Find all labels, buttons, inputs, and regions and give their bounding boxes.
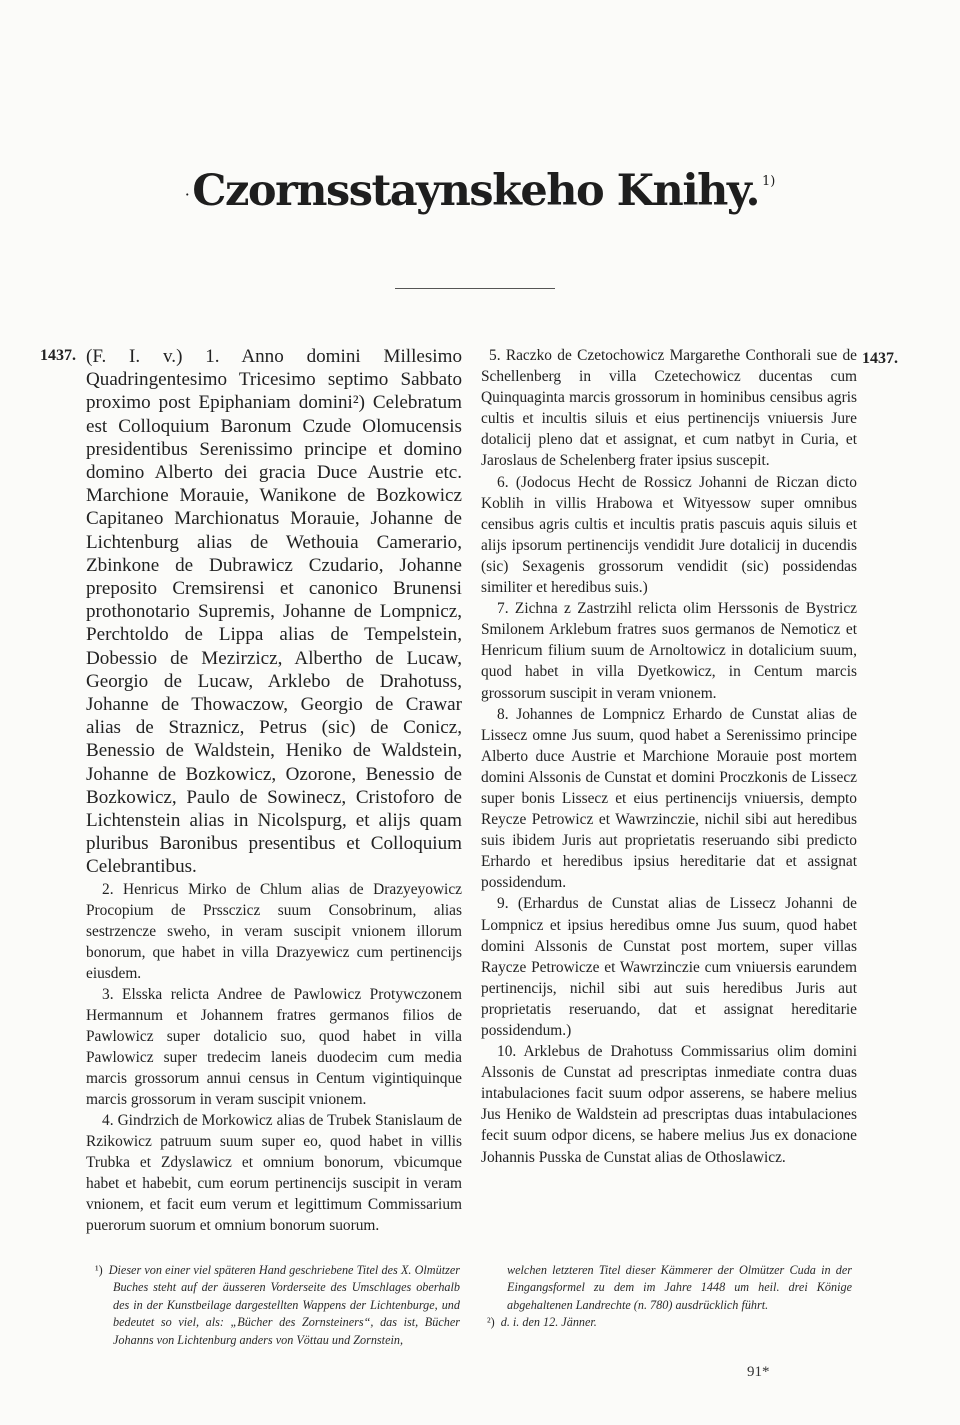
entry-5: 5. Raczko de Czetochowicz Margarethe Conthorali sue de Schellenberg in villa Czetechowicz ducentas cum Quinquaginta marcis grossorum in hominibus censibus agris cultis et incultis siluis et eius pertinencijs vniuersis Jure dotalicij pleno dat et assignat, et cum natbyt in Curia, et Jaroslaus de Schelenberg frater ipsius suscepit. (481, 347, 857, 470)
title-footnote-mark: 1) (761, 174, 776, 189)
page-number: 91* (747, 1364, 770, 1380)
footnote-2-mark: ²) (487, 1315, 495, 1330)
year-right: 1437. (862, 350, 898, 367)
left-column (86, 345, 462, 1236)
entry-6: 6. (Jodocus Hecht de Rossicz Johanni de Riczan dicto Koblih in villis Hrabowa et Wityessow super omnibus censibus agris cultis et incultis pratis pascuis aquis siluis et alijs ipsorum pertinencijs vendidit Jure dotalicij in ducendis (sic) Sexagenis grossorum vendidit (sic) possidendas similiter et heredibus suis.) (481, 473, 857, 597)
entry-3: 3. Elsska relicta Andree de Pawlowicz Protywczonem Hermannum et Johannem fratres germanos filios de Pawlowicz super dotalicio suo, quod habet in villa Pawlowicz super tredecim laneis duodecim cum media marcis grossorum annui census in Centum vigintiquinque marcis grossorum in veram suscipit vnionem. (86, 985, 462, 1108)
footnote-1-text: Dieser von einer viel späteren Hand geschriebene Titel des X. Olmützer Buches steht auf der äusseren Vorderseite des Umschlages oberhalb des in der Kunstbeilage dargestellten Wappens der Lichtenburge, und bedeutet so viel, als: „Bücher des Zornsteiners“, das ist, Bücher Johanns von Lichtenburg anders von Vöttau und Zornstein, (108, 1263, 460, 1347)
right-column (481, 345, 857, 1168)
entry-9: 9. (Erhardus de Cunstat alias de Lissecz Johanni de Lompnicz et ipsius heredibus omne Jus suum, quod habet domini Alssonis de Cunstat post mortem, super villas Raycze Petrowicze et Wawrzinczie cum vniuersis earundem pertinencijs, nichil sibi aut suis heredibus Juris aut proprietatis reseruando, dat et assignat hereditarie possidendum.) (481, 895, 857, 1039)
title-divider (395, 288, 555, 289)
title-dot: · (184, 184, 189, 204)
footnote-1-continuation: welchen letzteren Titel dieser Kämmerer der Olmützer Cuda in der Eingangsformel zu dem im Jahre 1448 um heil. drei Könige abgehaltenen Landrechte (n. 780) ausdrücklich führt. (507, 1263, 852, 1312)
entry-10: 10. Arklebus de Drahotuss Commissarius olim domini Alssonis de Cunstat ad prescriptas inmediate contra duas intabulaciones facit suum odpor asserens, se habere melius Jus Heniko de Waldstein ad prescriptas duas intabulaciones fecit suum odpor dicens, se habere melius Jus ex donacione Johannis Pusska de Cunstat alias de Othoslawicz. (481, 1043, 857, 1166)
footnote-1-continued (487, 1262, 852, 1314)
entry-2: 2. Henricus Mirko de Chlum alias de Drazyeyowicz Procopium de Prssczicz suum Consobrinum, alias sestrzencze sweho, in veram suscipit vnionem illorum bonorum, que habet in villa Drazyewicz cum pertinencijs eiusdem. (86, 880, 462, 982)
entry-8: 8. Johannes de Lompnicz Erhardo de Cunstat alias de Lissecz omne Jus suum, quod habet a Serenissimo principe Alberto duce Austrie et Marchione Morauie post mortem domini Alssonis de Cunstat et domini Proczkonis de Lissecz super bonis Lissecz et eius pertinencijs vniuersis, dempto Reycze Petrowicz et Wawrzinczie, nichil sibi aut heredibus suis ibidem Juris aut proprietatis reseruando sibi predicto Erhardo et heredibus ipsius hereditarie dat et assignat possidendum. (481, 705, 857, 892)
footnote-2 (487, 1314, 852, 1331)
footnote-1 (95, 1262, 460, 1349)
year-left: 1437. (40, 347, 76, 364)
page-title (0, 166, 960, 216)
entry-4: 4. Gindrzich de Morkowicz alias de Trubek Stanislaum de Rzikowicz patruum suum super eo, quod habet in villis Trubka et Zdyslawicz et omnium bonorum, vbicumque habet et habebit, cum eorum pertinencijs suscipit in veram vnionem, et facit eum verum et legittimum Commissarium puerorum suorum et omnium bonorum suorum. (86, 1111, 462, 1234)
footnote-2-text: d. i. den 12. Jänner. (500, 1315, 597, 1330)
entry-7: 7. Zichna z Zastrzihl relicta olim Herssonis de Bystricz Smilonem Arklebum fratres suos germanos de Nemoticz et Henricum filium suum de Arnoltowicz in dotalicium suum, quod habet in villa Dyetkowicz, in Centum marcis grossorum suscipit in veram vnionem. (481, 600, 857, 702)
footnotes-right (487, 1262, 852, 1332)
entry-1: (F. I. v.) 1. Anno domini Millesimo Quadringentesimo Tricesimo septimo Sabbato proximo post Epiphaniam domini²) Celebratum est Colloquium Baronum Czude Olomucensis presidentibus Serenissimo principe et domino domino Alberto dei gracia Duce Austrie etc. Marchione Morauie, Wanikone de Bozkowicz Capitaneo Marchionatus Morauie, Johanne de Lichtenburg alias de Wethouia Camerario, Zbinkone de Dubrawicz Czudario, Johanne preposito Cremsirensi et canonico Brunensi prothonotario Supremis, Johanne de Lompnicz, Perchtoldo de Lippa alias de Tempelstein, Dobessio de Mezirzicz, Albertho de Lucaw, Georgio de Lucaw, Arklebo de Drahotuss, Johanne de Thowaczow, Georgio de Crawar alias de Straznicz, Petrus (sic) de Conicz, Benessio de Waldstein, Heniko de Waldstein, Johanne de Bozkowicz, Ozorone, Benessio de Bozkowicz, Paulo de Sowinecz, Cristoforo de Lichtenstein alias in Nicolspurg, et alijs quam pluribus Baronibus presentibus et Colloquium Celebrantibus. (86, 346, 462, 878)
title-text: Czornsstaynskeho Knihy. (192, 166, 759, 216)
footnotes-left (95, 1262, 460, 1349)
footnote-1-mark: ¹) (95, 1263, 103, 1277)
